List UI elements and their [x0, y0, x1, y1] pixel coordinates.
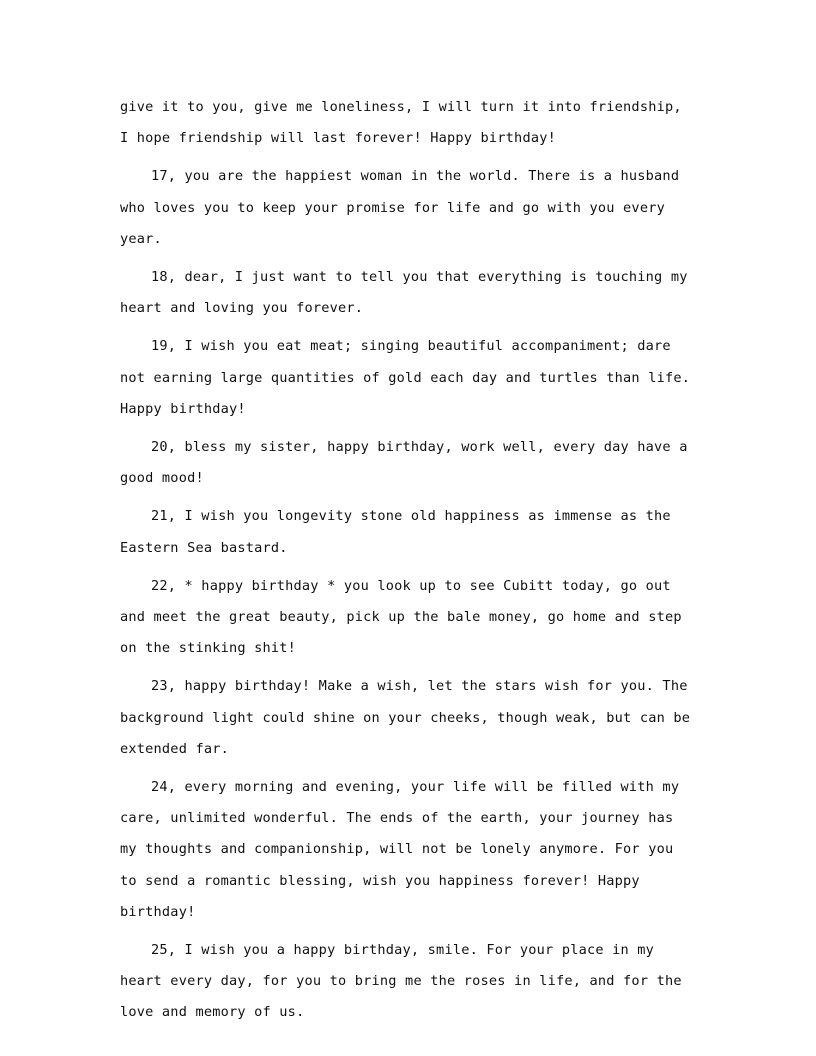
wish-paragraph-19: 19, I wish you eat meat; singing beautiful accompaniment; dare not earning large quantities of gold each day and turtles than life. Happy birthday!: [120, 338, 691, 417]
wish-paragraph-17: 17, you are the happiest woman in the world. There is a husband who loves you to keep your promise for life and go with you every year.: [120, 168, 680, 247]
wish-paragraph-24: 24, every morning and evening, your life will be filled with my care, unlimited wonderful. The ends of the earth, your journey has my thoughts and companionship, will not be lonely anymore. For you to send a romantic blessing, wish you happiness forever! Happy birthday!: [120, 779, 680, 920]
wish-paragraph-22: 22, * happy birthday * you look up to see Cubitt today, go out and meet the great beauty, pick up the bale money, go home and step on the stinking shit!: [120, 577, 682, 657]
continued-paragraph: give it to you, give me loneliness, I will turn it into friendship, I hope friendship will last forever! Happy birthday!: [120, 99, 682, 147]
wish-paragraph-21: 21, I wish you longevity stone old happiness as immense as the Eastern Sea bastard.: [120, 508, 671, 556]
wish-paragraph-18: 18, dear, I just want to tell you that everything is touching my heart and loving you forever.: [120, 269, 688, 317]
document-body: [120, 92, 692, 1036]
wish-paragraph-25: 25, I wish you a happy birthday, smile. For your place in my heart every day, for you to bring me the roses in life, and for the love and memory of us.: [120, 942, 682, 1021]
wish-paragraph-20: 20, bless my sister, happy birthday, work well, every day have a good mood!: [120, 439, 688, 487]
wish-paragraph-23: 23, happy birthday! Make a wish, let the stars wish for you. The background light could shine on your cheeks, though weak, but can be extended far.: [120, 678, 691, 757]
